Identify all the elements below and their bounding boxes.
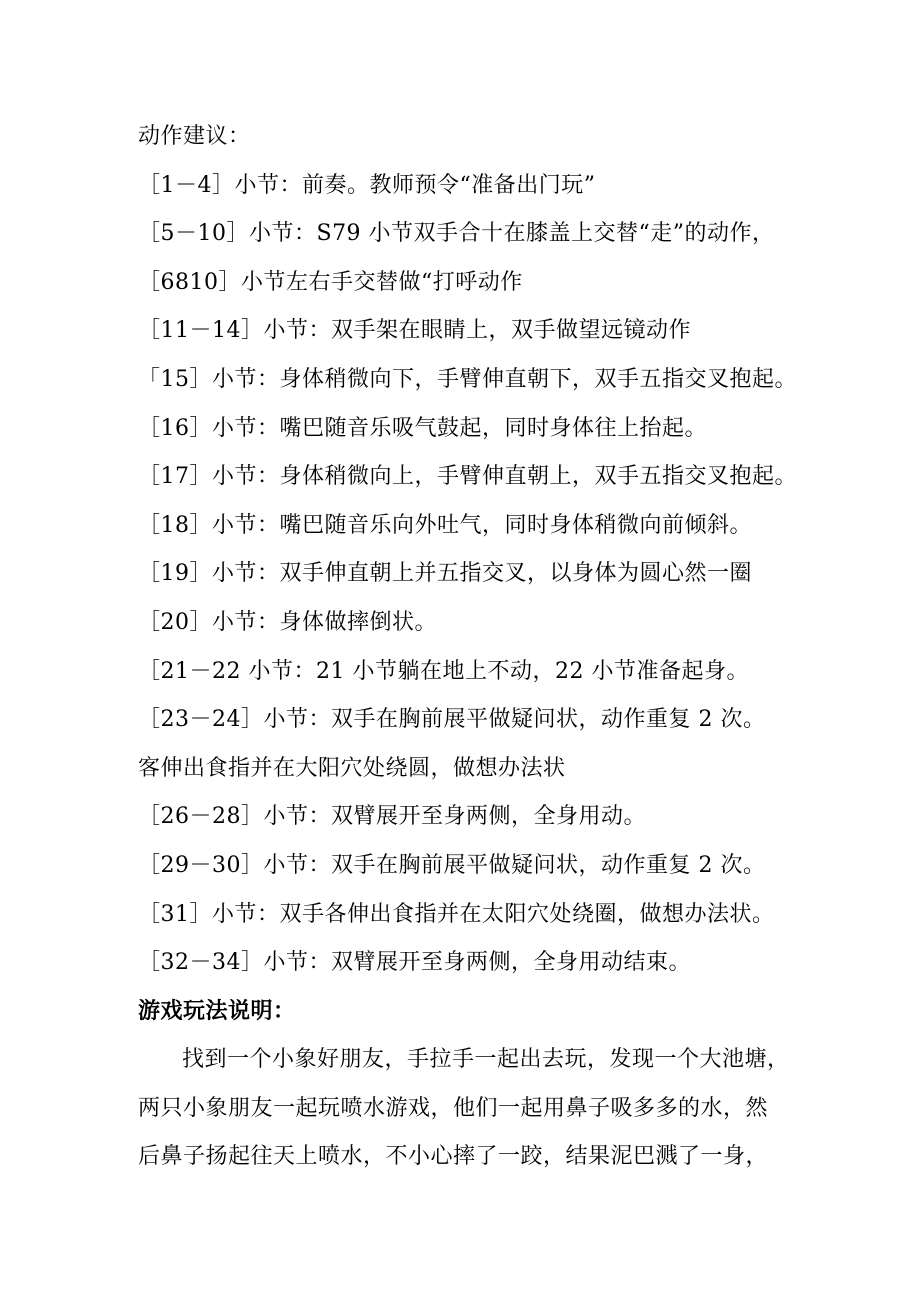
action-line: ［31］小节：双手各伸出食指并在太阳穴处绕圈，做想办法状。	[138, 901, 775, 927]
section-title: 动作建议：	[138, 124, 251, 149]
action-line: ［26－28］小节：双臂展开至身两侧，全身用动。	[138, 804, 646, 830]
action-line: ［17］小节：身体稍微向上，手臂伸直朝上，双手五指交叉抱起。	[138, 464, 797, 490]
action-line: ［32－34］小节：双臂展开至身两侧，全身用动结束。	[138, 950, 691, 976]
paragraph-line: 后鼻子扬起往天上喷水，不小心摔了一跤，结果泥巴溅了一身，	[138, 1144, 769, 1170]
action-line: ［23－24］小节：双手在胸前展平做疑问状，动作重复 2 次。	[138, 707, 766, 733]
action-line: ［21－22 小节：21 小节躺在地上不动，22 小节准备起身。	[138, 658, 749, 684]
game-heading: 游戏玩法说明：	[138, 998, 296, 1024]
action-list	[138, 162, 798, 988]
action-line: ［11－14］小节：双手架在眼睛上，双手做望远镜动作	[138, 318, 691, 344]
action-line: ［5－10］小节：S79 小节双手合十在膝盖上交替“走”的动作，	[138, 221, 775, 247]
action-line: ［6810］小节左右手交替做“打呼动作	[138, 269, 523, 295]
document-body	[138, 113, 798, 1182]
action-line: 「15］小节：身体稍微向下，手臂伸直朝下，双手五指交叉抱起。	[138, 366, 797, 392]
paragraph-line: 找到一个小象好朋友，手拉手一起出去玩，发现一个大池塘，	[182, 1047, 790, 1073]
action-line: ［29－30］小节：双手在胸前展平做疑问状，动作重复 2 次。	[138, 852, 766, 878]
action-line: ［1－4］小节：前奏。教师预令“准备出门玩”	[138, 172, 596, 198]
action-line: ［16］小节：嘴巴随音乐吸气鼓起，同时身体往上抬起。	[138, 415, 707, 441]
paragraph-line: 两只小象朋友一起玩喷水游戏，他们一起用鼻子吸多多的水，然	[138, 1095, 769, 1121]
action-line: 客伸出食指并在大阳穴处绕圆，做想办法状	[138, 755, 566, 781]
action-line: ［19］小节：双手伸直朝上并五指交叉，以身体为圆心然一圈	[138, 561, 752, 587]
game-paragraph	[138, 1036, 798, 1182]
action-line: ［20］小节：身体做摔倒状。	[138, 609, 437, 635]
action-line: ［18］小节：嘴巴随音乐向外吐气，同时身体稍微向前倾斜。	[138, 512, 752, 538]
